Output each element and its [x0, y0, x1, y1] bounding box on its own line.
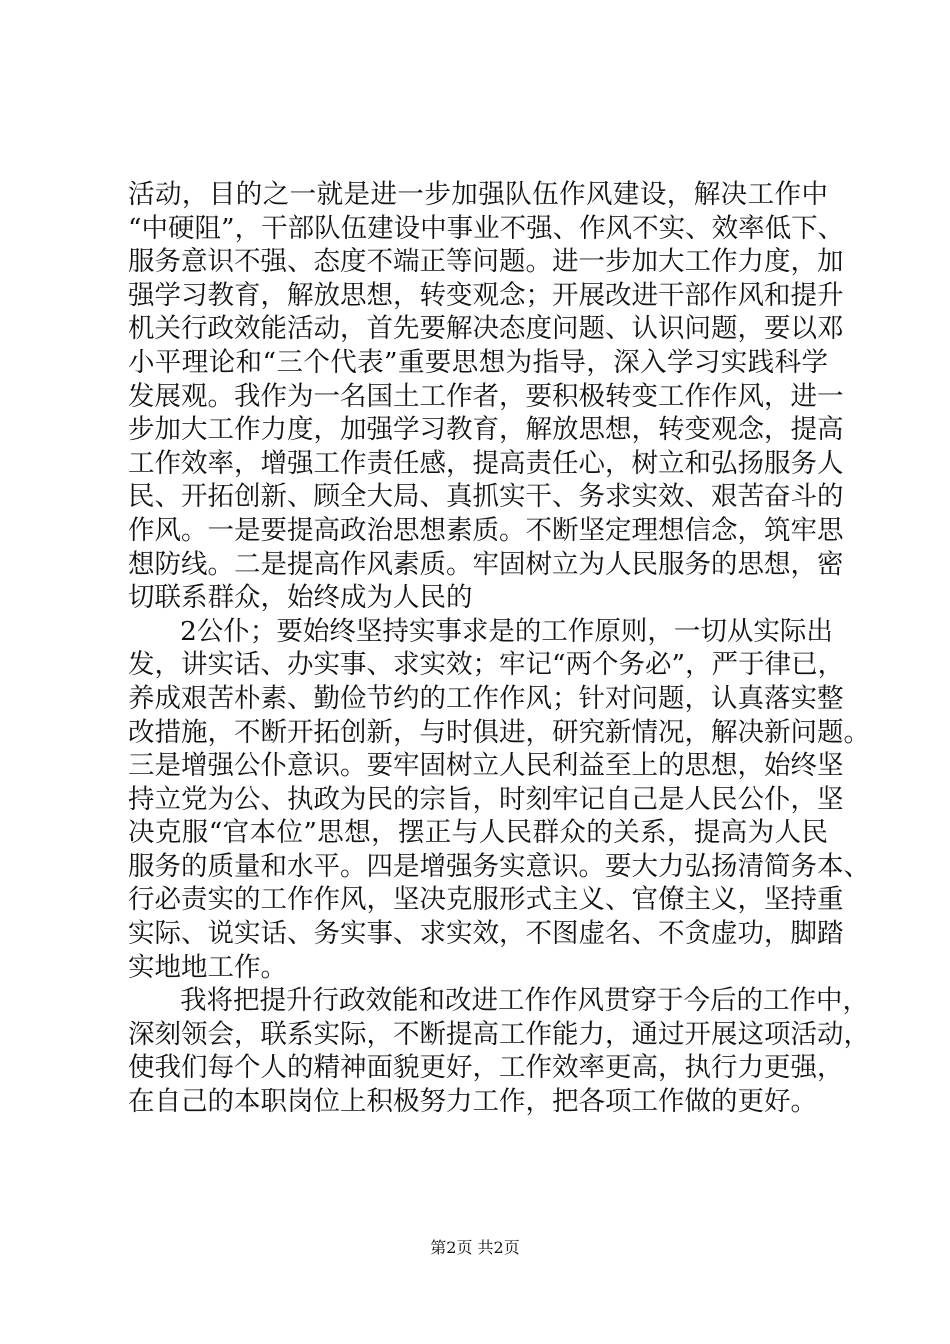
- text-line: “中硬阻”，干部队伍建设中事业不强、作风不实、效率低下、: [128, 212, 845, 244]
- text-line: 机关行政效能活动，首先要解决态度问题、认识问题，要以邓: [128, 313, 844, 345]
- text-line: 决克服“官本位”思想，摆正与人民群众的关系，提高为人民: [128, 817, 828, 849]
- text-line: 服务的质量和水平。四是增强务实意识。要大力弘扬清简务本、: [128, 850, 870, 882]
- text-line: 作风。一是要提高政治思想素质。不断坚定理想信念，筑牢思: [128, 514, 844, 546]
- text-line: 深刻领会，联系实际，不断提高工作能力，通过开展这项活动，: [128, 1018, 870, 1050]
- text-line: 工作效率，增强工作责任感，提高责任心，树立和弘扬服务人: [128, 447, 844, 479]
- document-body: [128, 178, 870, 1119]
- page-number-footer: 第2页 共2页: [430, 1238, 520, 1257]
- text-line: 想防线。二是提高作风素质。牢固树立为人民服务的思想，密: [128, 548, 844, 580]
- text-line: 行必责实的工作作风，坚决克服形式主义、官僚主义，坚持重: [128, 884, 844, 916]
- text-line: 服务意识不强、态度不端正等问题。进一步加大工作力度，加: [128, 246, 844, 278]
- text-line: 发，讲实话、办实事、求实效；牢记“两个务必”，严于律已，: [128, 649, 845, 681]
- text-line: 2公仆；要始终坚持实事求是的工作原则，一切从实际出: [180, 615, 833, 647]
- text-line: 在自己的本职岗位上积极努力工作，把各项工作做的更好。: [128, 1086, 817, 1118]
- text-line: 三是增强公仆意识。要牢固树立人民利益至上的思想，始终坚: [128, 750, 844, 782]
- text-line: 改措施，不断开拓创新，与时俱进，研究新情况，解决新问题。: [128, 716, 870, 748]
- paragraph-1: [128, 178, 845, 615]
- text-line: 活动，目的之一就是进一步加强队伍作风建设，解决工作中: [128, 179, 828, 210]
- text-line: 发展观。我作为一名国土工作者，要积极转变工作作风，进一: [128, 380, 844, 412]
- text-line: 实地地工作。: [128, 951, 287, 983]
- text-line: 我将把提升行政效能和改进工作作风贯穿于今后的工作中，: [180, 985, 869, 1017]
- text-line: 使我们每个人的精神面貌更好，工作效率更高，执行力更强，: [128, 1052, 844, 1084]
- text-line: 民、开拓创新、顾全大局、真抓实干、务求实效、艰苦奋斗的: [128, 481, 844, 513]
- text-line: 实际、说实话、务实事、求实效，不图虚名、不贪虚功，脚踏: [128, 918, 844, 950]
- text-line: 持立党为公、执政为民的宗旨，时刻牢记自己是人民公仆，坚: [128, 783, 844, 815]
- paragraph-2: [128, 615, 870, 985]
- paragraph-3: [128, 984, 870, 1118]
- text-line: 步加大工作力度，加强学习教育，解放思想，转变观念，提高: [128, 414, 844, 446]
- text-line: 养成艰苦朴素、勤俭节约的工作作风；针对问题，认真落实整: [128, 682, 844, 714]
- text-line: 强学习教育，解放思想，转变观念；开展改进干部作风和提升: [128, 279, 844, 311]
- text-line: 小平理论和“三个代表”重要思想为指导，深入学习实践科学: [128, 346, 828, 378]
- text-line: 切联系群众，始终成为人民的: [128, 582, 473, 614]
